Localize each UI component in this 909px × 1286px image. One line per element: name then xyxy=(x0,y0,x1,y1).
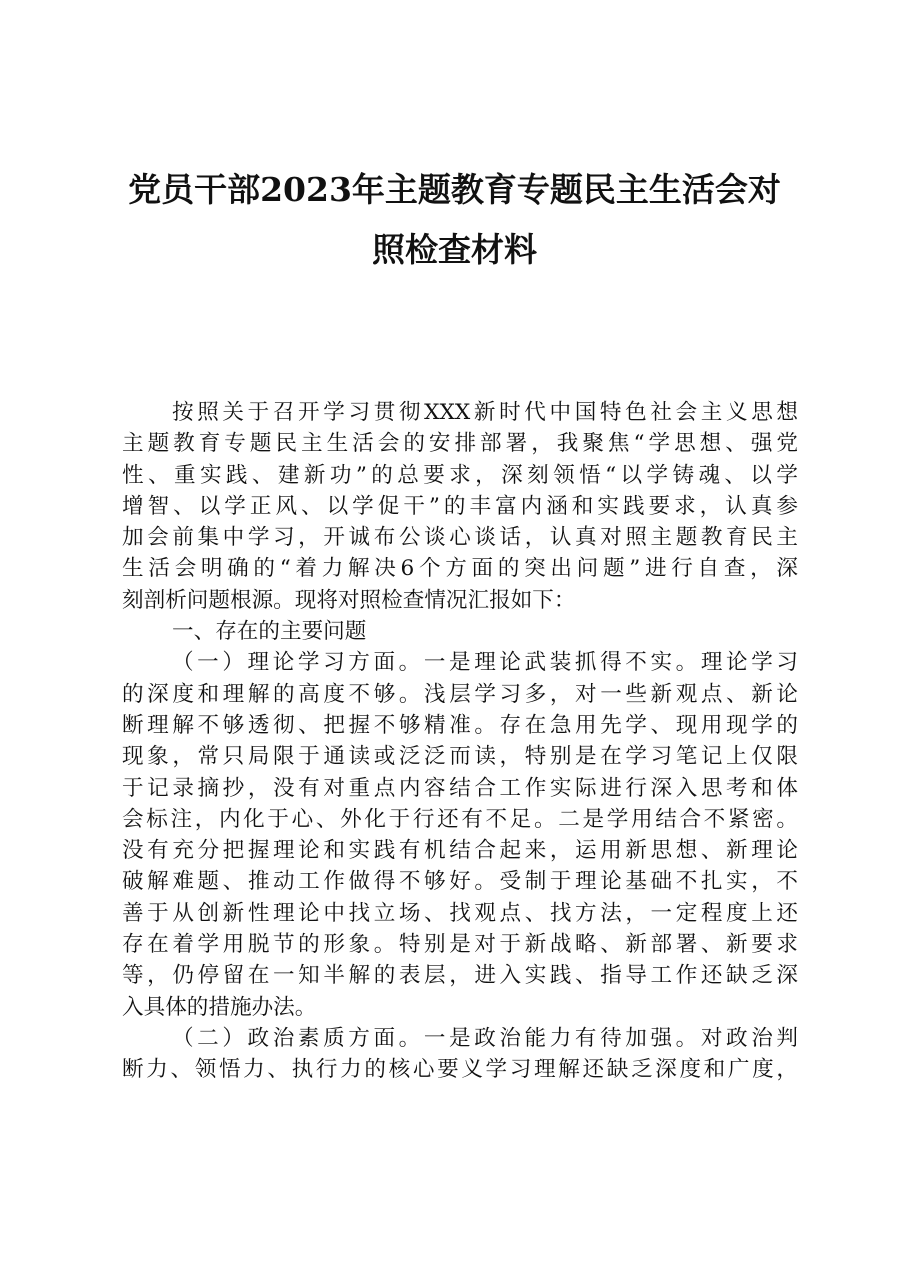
paragraph-line: 善于从创新性理论中找立场、找观点、找方法，一定程度上还 xyxy=(122,900,798,926)
paragraph-line: 存在着学用脱节的形象。特别是对于新战略、新部署、新要求 xyxy=(122,932,798,958)
paragraph-line: （一）理论学习方面。一是理论武装抓得不实。理论学习 xyxy=(172,650,798,676)
paragraph-line: 性、重实践、建新功”的总要求，深刻领悟“以学铸魂、以学 xyxy=(122,462,798,488)
paragraph-line: 增智、以学正风、以学促干”的丰富内涵和实践要求，认真参 xyxy=(122,493,798,519)
paragraph-line: 断力、领悟力、执行力的核心要义学习理解还缺乏深度和广度， xyxy=(122,1057,798,1083)
paragraph-line: 没有充分把握理论和实践有机结合起来，运用新思想、新理论 xyxy=(122,838,798,864)
paragraph-line: 断理解不够透彻、把握不够精准。存在急用先学、现用现学的 xyxy=(122,712,798,738)
paragraph-line: 主题教育专题民主生活会的安排部署，我聚焦“学思想、强党 xyxy=(122,431,798,457)
paragraph-line: 会标注，内化于心、外化于行还有不足。二是学用结合不紧密。 xyxy=(122,806,798,832)
title-line: 党员干部2023年主题教育专题民主生活会对 xyxy=(128,170,781,209)
paragraph-line: （二）政治素质方面。一是政治能力有待加强。对政治判 xyxy=(172,1025,798,1051)
paragraph-line: 按照关于召开学习贯彻XXX新时代中国特色社会主义思想 xyxy=(172,400,798,425)
paragraph-line: 于记录摘抄，没有对重点内容结合工作实际进行深入思考和体 xyxy=(122,775,798,801)
paragraph-line: 等，仍停留在一知半解的表层，进入实践、指导工作还缺乏深 xyxy=(122,963,798,989)
document-body xyxy=(122,397,798,1086)
document-title xyxy=(90,160,819,280)
title-line: 照检查材料 xyxy=(372,230,537,269)
paragraph-line: 破解难题、推动工作做得不够好。受制于理论基础不扎实，不 xyxy=(122,869,798,895)
paragraph-line: 刻剖析问题根源。现将对照检查情况汇报如下： xyxy=(122,587,576,613)
paragraph-line: 入具体的措施办法。 xyxy=(122,994,317,1020)
paragraph-line: 加会前集中学习，开诚布公谈心谈话，认真对照主题教育民主 xyxy=(122,525,798,551)
paragraph-line: 生活会明确的“着力解决6个方面的突出问题”进行自查，深 xyxy=(122,556,798,582)
section-heading: 一、存在的主要问题 xyxy=(172,619,367,645)
paragraph-line: 的深度和理解的高度不够。浅层学习多，对一些新观点、新论 xyxy=(122,681,798,707)
paragraph-line: 现象，常只局限于通读或泛泛而读，特别是在学习笔记上仅限 xyxy=(122,744,798,770)
